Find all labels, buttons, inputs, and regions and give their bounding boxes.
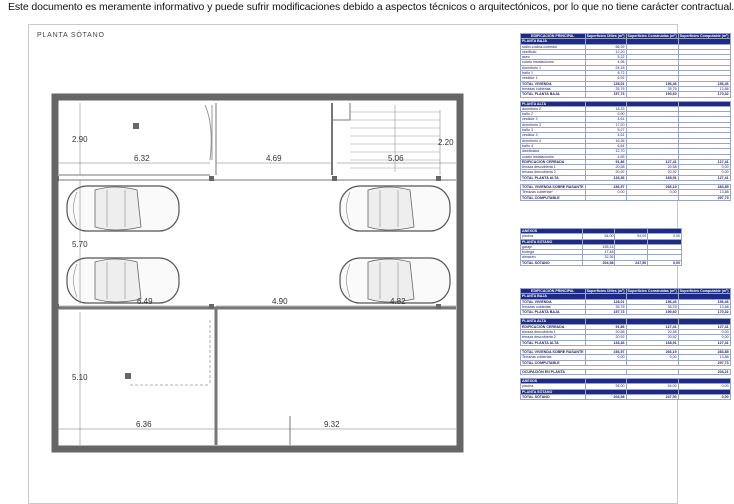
row-value: 283,85 bbox=[678, 185, 730, 190]
row-label: OCUPACIÓN EN PLANTA bbox=[521, 369, 586, 374]
row-value: 157,73 bbox=[585, 310, 626, 315]
row-label: garaje bbox=[521, 244, 583, 249]
row-value: 13,88 bbox=[678, 355, 730, 360]
car bbox=[67, 186, 179, 231]
row-value: 156,46 bbox=[678, 81, 730, 86]
door-swing bbox=[205, 105, 211, 160]
row-label: vestidor 2 bbox=[521, 117, 586, 122]
row-value: 35,76 bbox=[626, 86, 678, 91]
row-value: 133,36 bbox=[585, 340, 626, 345]
row-value: 236,97 bbox=[585, 185, 626, 190]
row-label: cuarto instalaciones bbox=[521, 60, 586, 65]
row-label: salón-cocina-comedor bbox=[521, 44, 586, 49]
row-label: dormitorio 3 bbox=[521, 122, 586, 127]
row-label: vestíbulo bbox=[521, 49, 586, 54]
row-label: PLANTA BAJA bbox=[521, 39, 586, 44]
row-value bbox=[626, 195, 678, 200]
row-value: 17,20 bbox=[585, 122, 626, 127]
row-label: baño 4 bbox=[521, 143, 586, 148]
row-label: baño 1 bbox=[521, 71, 586, 76]
row-value: 12,70 bbox=[585, 149, 626, 154]
row-value: 127,41 bbox=[626, 159, 678, 164]
row-label: TOTAL VIVIENDA SOBRE RASANTE bbox=[522, 185, 584, 190]
row-label: TOTAL PLANTA ALTA bbox=[521, 175, 586, 180]
row-value: 35,76 bbox=[585, 86, 626, 91]
row-value: 204,98 bbox=[582, 260, 615, 265]
row-value: 20,92 bbox=[626, 335, 678, 340]
row-value: 0,00 bbox=[585, 355, 626, 360]
dim-632: 6.32 bbox=[134, 154, 150, 163]
row-label: terraza descubierta 1 bbox=[521, 330, 586, 335]
table-row bbox=[521, 260, 682, 265]
row-label: piscina bbox=[521, 384, 586, 389]
header-edificacion: EDIFICACIÓN PRINCIPAL bbox=[521, 34, 586, 39]
row-value: 0,00 bbox=[678, 330, 730, 335]
row-value: 133,36 bbox=[585, 175, 626, 180]
row-label: PLANTA BAJA bbox=[521, 294, 586, 299]
row-value: 128,01 bbox=[585, 299, 626, 304]
row-label: TOTAL COMPUTABLE bbox=[521, 360, 586, 365]
header-edificacion: EDIFICACIÓN PRINCIPAL bbox=[521, 289, 586, 294]
row-value: 4,65 bbox=[585, 154, 626, 159]
dim-506: 5.06 bbox=[388, 154, 404, 163]
table-row bbox=[521, 395, 731, 400]
row-value bbox=[585, 195, 626, 200]
row-value: 54,00 bbox=[615, 234, 648, 239]
row-label: TOTAL PLANTA BAJA bbox=[521, 92, 586, 97]
row-label: vestidor 3 bbox=[521, 133, 586, 138]
row-label: terraza descubierta 2 bbox=[521, 335, 586, 340]
car bbox=[340, 186, 450, 231]
row-label: TOTAL PLANTA BAJA bbox=[521, 310, 586, 315]
row-label: distribuidor bbox=[521, 149, 586, 154]
row-value: 168,91 bbox=[626, 175, 678, 180]
row-value: 35,76 bbox=[585, 304, 626, 309]
dim-490: 4.90 bbox=[272, 297, 288, 306]
row-value: 13,88 bbox=[678, 190, 730, 195]
plan-title: PLANTA SÓTANO bbox=[37, 32, 105, 39]
areas-table-annex bbox=[520, 228, 682, 266]
row-value: 17,48 bbox=[582, 250, 615, 255]
row-value: 266,19 bbox=[626, 185, 678, 190]
row-value: 91,86 bbox=[585, 159, 626, 164]
row-value: 283,85 bbox=[678, 349, 730, 354]
row-value: 204,98 bbox=[585, 395, 626, 400]
row-value: 54,00 bbox=[585, 384, 626, 389]
row-value: 156,46 bbox=[626, 81, 678, 86]
row-value: 4,61 bbox=[585, 133, 626, 138]
row-label: terraza descubierta 2 bbox=[521, 170, 586, 175]
dim-220: 2.20 bbox=[438, 138, 454, 147]
row-label: baño 3 bbox=[521, 128, 586, 133]
row-label: TOTAL PLANTA ALTA bbox=[521, 340, 586, 345]
row-label: EDIFICACIÓN CERRADA bbox=[521, 159, 586, 164]
row-value: 247,50 bbox=[615, 260, 648, 265]
row-value: 127,41 bbox=[626, 324, 678, 329]
table-row bbox=[521, 195, 731, 200]
row-label: bodega bbox=[521, 250, 583, 255]
row-value: 8,72 bbox=[585, 71, 626, 76]
row-label: aseo bbox=[521, 55, 586, 60]
row-value: 24,18 bbox=[585, 65, 626, 70]
row-label: Terrazas cubiertas* bbox=[521, 190, 586, 195]
dim-482: 4.82 bbox=[390, 297, 406, 306]
row-value: 13,88 bbox=[678, 86, 730, 91]
header-construidas: Superficies Construidas (m²) bbox=[627, 289, 677, 293]
row-value: 32,36 bbox=[582, 255, 615, 260]
header-computable: Superficies Computable (m²) bbox=[679, 289, 729, 293]
row-value: 6,64 bbox=[585, 143, 626, 148]
row-value: 156,46 bbox=[626, 299, 678, 304]
row-label: TOTAL COMPUTABLE bbox=[521, 195, 586, 200]
dim-570: 5.70 bbox=[72, 240, 88, 249]
row-value: 127,41 bbox=[678, 159, 730, 164]
header-utiles: Superficies Útiles (m²) bbox=[586, 34, 625, 38]
areas-table-summary bbox=[520, 288, 731, 400]
row-value: 128,01 bbox=[585, 81, 626, 86]
row-value: 204,21 bbox=[678, 369, 730, 374]
row-value: 247,50 bbox=[626, 395, 678, 400]
row-value: 0,00 bbox=[648, 234, 682, 239]
row-value: 54,00 bbox=[582, 234, 615, 239]
row-value: 157,73 bbox=[585, 92, 626, 97]
row-value: 190,60 bbox=[626, 92, 678, 97]
row-label: Terrazas cubiertas bbox=[521, 355, 586, 360]
row-value: 190,60 bbox=[626, 310, 678, 315]
row-value: 155,14 bbox=[582, 244, 615, 249]
row-value: 20,58 bbox=[585, 165, 626, 170]
row-label: TOTAL SÓTANO bbox=[521, 395, 586, 400]
row-label: EDIFICACIÓN CERRADA bbox=[521, 324, 586, 329]
row-value: 297,73 bbox=[678, 195, 730, 200]
row-value: 5,90 bbox=[585, 112, 626, 117]
row-label: cuarto instalaciones bbox=[521, 154, 586, 159]
row-label: dormitorio 4 bbox=[521, 138, 586, 143]
row-value: 4,61 bbox=[585, 117, 626, 122]
row-label: vestidor 1 bbox=[521, 76, 586, 81]
header-construidas: Superficies Construidas (m²) bbox=[627, 34, 677, 38]
row-label: TOTAL VIVIENDA bbox=[521, 299, 586, 304]
row-label: PLANTA ALTA bbox=[521, 101, 586, 106]
row-value: 20,58 bbox=[626, 165, 678, 170]
row-value: 20,58 bbox=[626, 330, 678, 335]
dim-649: 6.49 bbox=[137, 297, 153, 306]
dim-636: 6.36 bbox=[136, 420, 152, 429]
row-value: 170,32 bbox=[678, 92, 730, 97]
row-value: 91,86 bbox=[585, 324, 626, 329]
row-label: ANEXOS bbox=[521, 379, 586, 384]
dim-290: 2.90 bbox=[72, 135, 88, 144]
row-label: dormitorio 2 bbox=[521, 106, 586, 111]
row-label: terrazas cubiertas bbox=[521, 86, 586, 91]
row-label: ANEXOS bbox=[521, 229, 583, 234]
row-label: dormitorio 1 bbox=[521, 65, 586, 70]
row-label: terrazas cubiertas bbox=[521, 304, 586, 309]
row-label: baño 2 bbox=[521, 112, 586, 117]
header-computable: Superficies Computable (m²) bbox=[679, 34, 729, 38]
row-value: 0,00 bbox=[585, 190, 626, 195]
dim-932: 9.32 bbox=[324, 420, 340, 429]
header-utiles: Superficies Útiles (m²) bbox=[586, 289, 625, 293]
row-value: 0,00 bbox=[678, 165, 730, 170]
row-value: 0,00 bbox=[626, 190, 678, 195]
row-value: 127,41 bbox=[678, 324, 730, 329]
row-value: 0,00 bbox=[648, 260, 682, 265]
row-value: 5,27 bbox=[585, 128, 626, 133]
row-value: 12,20 bbox=[585, 49, 626, 54]
row-value: 35,76 bbox=[626, 304, 678, 309]
row-value: 170,32 bbox=[678, 310, 730, 315]
pillars bbox=[54, 123, 441, 379]
row-value: 236,97 bbox=[585, 349, 626, 354]
row-value: 0,00 bbox=[678, 170, 730, 175]
row-value: 0,00 bbox=[678, 384, 730, 389]
dim-510: 5.10 bbox=[72, 373, 88, 382]
row-value: 127,41 bbox=[678, 175, 730, 180]
row-value: 0,00 bbox=[678, 395, 730, 400]
row-value: 16,36 bbox=[585, 138, 626, 143]
row-label: almacén bbox=[521, 255, 583, 260]
row-value: 20,58 bbox=[585, 330, 626, 335]
row-value: 0,00 bbox=[626, 355, 678, 360]
row-label: PLANTA SÓTANO bbox=[521, 389, 586, 394]
row-value: 0,00 bbox=[678, 335, 730, 340]
row-value: 18,33 bbox=[585, 106, 626, 111]
row-value: 20,92 bbox=[626, 170, 678, 175]
dim-469: 4.69 bbox=[266, 154, 282, 163]
door-swing bbox=[332, 103, 350, 120]
row-value: 297,73 bbox=[678, 360, 730, 365]
row-value: 5,22 bbox=[585, 55, 626, 60]
row-value: 6,92 bbox=[585, 76, 626, 81]
row-value: 127,41 bbox=[678, 340, 730, 345]
disclaimer-text: Este documento es meramente informativo y puede sufrir modificaciones debido a aspectos técnicos o arquitectónicos, por lo que no tiene carácter contractual. bbox=[8, 1, 734, 13]
row-value: 266,19 bbox=[626, 349, 678, 354]
row-label: terraza descubierta 1 bbox=[521, 165, 586, 170]
row-value: 4,96 bbox=[585, 60, 626, 65]
row-label: piscina bbox=[521, 234, 583, 239]
row-value: 168,91 bbox=[626, 340, 678, 345]
row-label: TOTAL VIVIENDA bbox=[521, 81, 586, 86]
areas-table-main bbox=[520, 33, 731, 201]
row-label: PLANTA SÓTANO bbox=[521, 239, 583, 244]
row-label: TOTAL VIVIENDA SOBRE RASANTE bbox=[522, 349, 584, 354]
car bbox=[67, 258, 179, 303]
row-value: 20,92 bbox=[585, 335, 626, 340]
row-label: TOTAL SÓTANO bbox=[521, 260, 583, 265]
row-value: 156,46 bbox=[678, 299, 730, 304]
row-value: 54,00 bbox=[626, 384, 678, 389]
row-label: PLANTA ALTA bbox=[521, 319, 586, 324]
row-value: 20,92 bbox=[585, 170, 626, 175]
row-value: 66,39 bbox=[585, 44, 626, 49]
row-value: 13,88 bbox=[678, 304, 730, 309]
